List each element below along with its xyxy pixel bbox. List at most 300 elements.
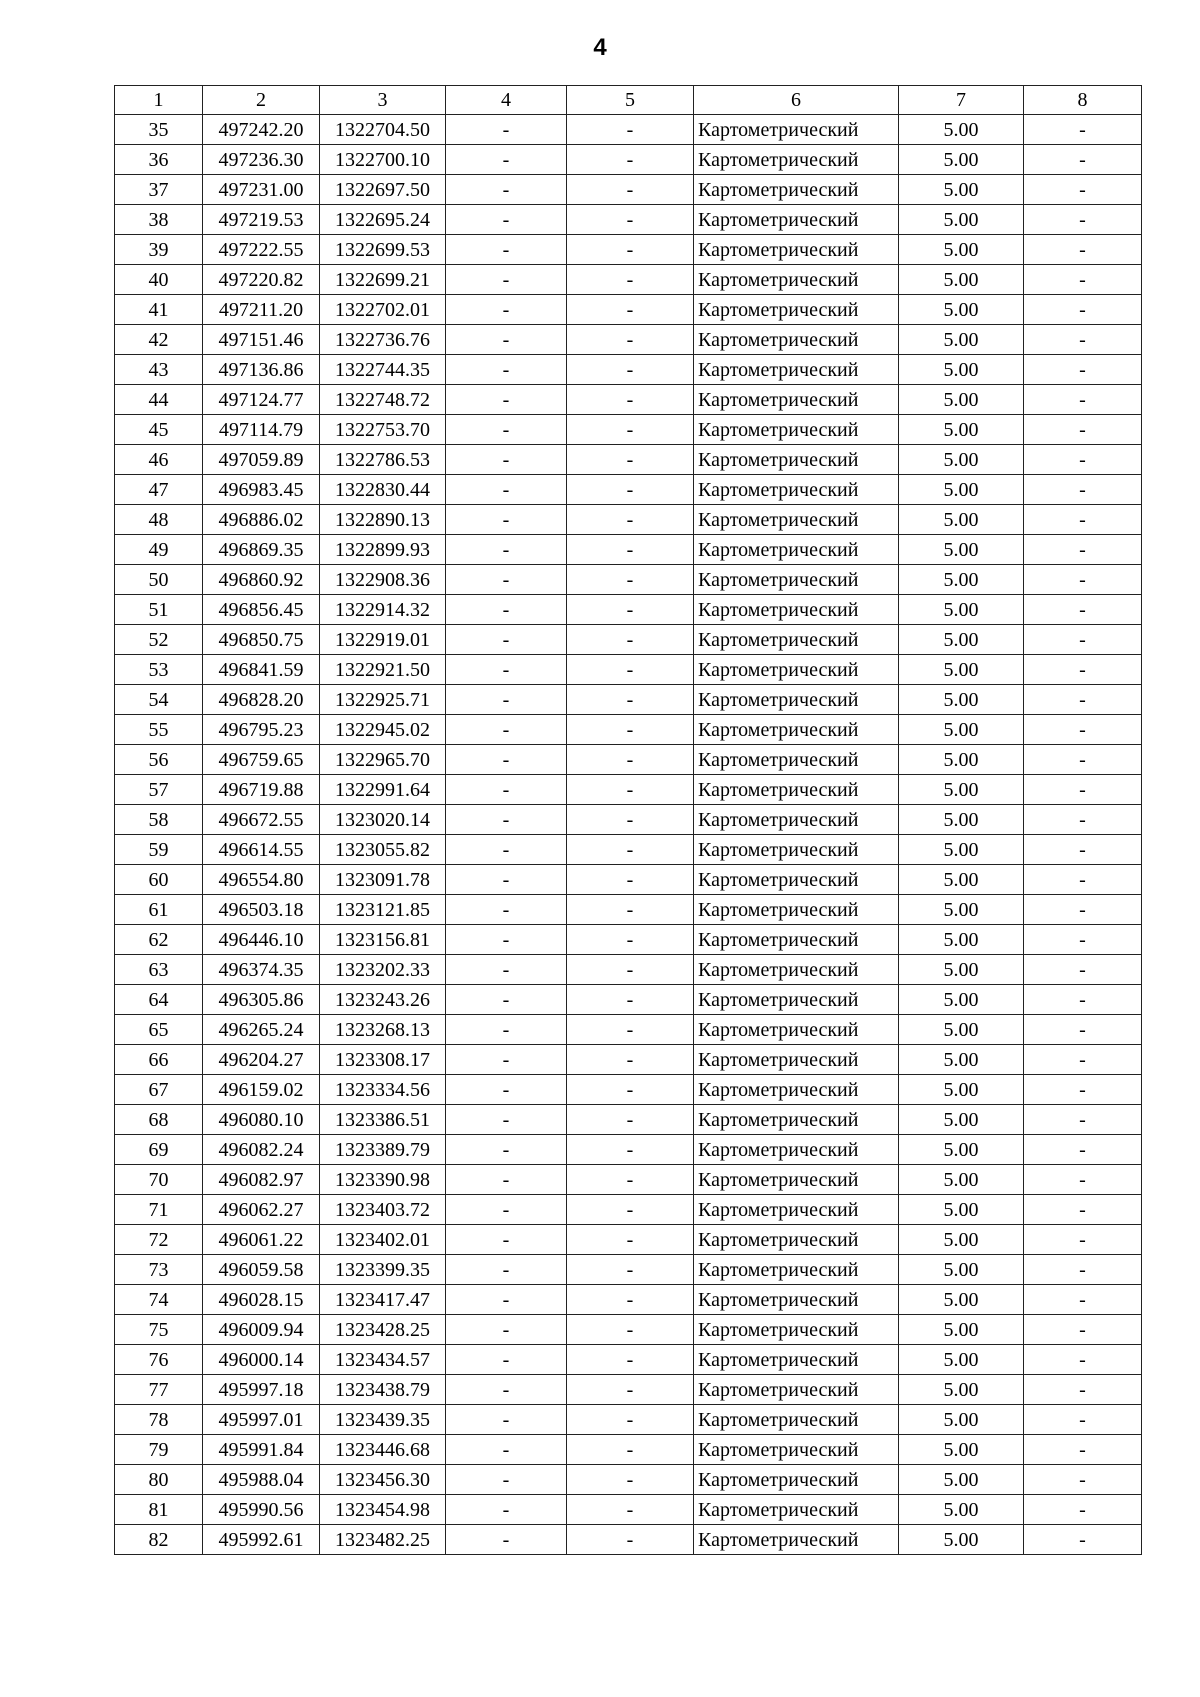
table-body — [115, 115, 1142, 1555]
col4-cell: - — [446, 505, 567, 535]
col8-cell: - — [1024, 655, 1142, 685]
point-number-cell: 42 — [115, 325, 203, 355]
method-cell: Картометрический — [694, 925, 899, 955]
col4-cell: - — [446, 1195, 567, 1225]
col5-cell: - — [567, 745, 694, 775]
method-cell: Картометрический — [694, 1285, 899, 1315]
col5-cell: - — [567, 1195, 694, 1225]
x-coordinate-cell: 495990.56 — [203, 1495, 320, 1525]
accuracy-cell: 5.00 — [899, 1255, 1024, 1285]
col4-cell: - — [446, 655, 567, 685]
col8-cell: - — [1024, 865, 1142, 895]
accuracy-cell: 5.00 — [899, 865, 1024, 895]
x-coordinate-cell: 495992.61 — [203, 1525, 320, 1555]
accuracy-cell: 5.00 — [899, 1405, 1024, 1435]
col8-cell: - — [1024, 1495, 1142, 1525]
col5-cell: - — [567, 415, 694, 445]
table-row — [115, 805, 1142, 835]
point-number-cell: 48 — [115, 505, 203, 535]
col4-cell: - — [446, 1375, 567, 1405]
x-coordinate-cell: 497236.30 — [203, 145, 320, 175]
col4-cell: - — [446, 1465, 567, 1495]
point-number-cell: 65 — [115, 1015, 203, 1045]
header-row — [115, 86, 1142, 115]
x-coordinate-cell: 496886.02 — [203, 505, 320, 535]
col5-cell: - — [567, 1345, 694, 1375]
table-row — [115, 175, 1142, 205]
table-row — [115, 415, 1142, 445]
method-cell: Картометрический — [694, 265, 899, 295]
table-row — [115, 1465, 1142, 1495]
col4-cell: - — [446, 1255, 567, 1285]
y-coordinate-cell: 1323428.25 — [320, 1315, 446, 1345]
col5-cell: - — [567, 835, 694, 865]
col4-cell: - — [446, 1315, 567, 1345]
y-coordinate-cell: 1323399.35 — [320, 1255, 446, 1285]
point-number-cell: 63 — [115, 955, 203, 985]
col4-cell: - — [446, 745, 567, 775]
x-coordinate-cell: 496614.55 — [203, 835, 320, 865]
y-coordinate-cell: 1323417.47 — [320, 1285, 446, 1315]
y-coordinate-cell: 1322919.01 — [320, 625, 446, 655]
col5-cell: - — [567, 715, 694, 745]
col8-cell: - — [1024, 1435, 1142, 1465]
method-cell: Картометрический — [694, 475, 899, 505]
method-cell: Картометрический — [694, 1375, 899, 1405]
col8-cell: - — [1024, 1345, 1142, 1375]
table-row — [115, 1225, 1142, 1255]
col4-cell: - — [446, 445, 567, 475]
table-row — [115, 265, 1142, 295]
col8-cell: - — [1024, 355, 1142, 385]
y-coordinate-cell: 1322736.76 — [320, 325, 446, 355]
accuracy-cell: 5.00 — [899, 415, 1024, 445]
x-coordinate-cell: 497220.82 — [203, 265, 320, 295]
accuracy-cell: 5.00 — [899, 715, 1024, 745]
y-coordinate-cell: 1323202.33 — [320, 955, 446, 985]
point-number-cell: 50 — [115, 565, 203, 595]
col8-cell: - — [1024, 1405, 1142, 1435]
col5-cell: - — [567, 1315, 694, 1345]
y-coordinate-cell: 1323403.72 — [320, 1195, 446, 1225]
point-number-cell: 60 — [115, 865, 203, 895]
y-coordinate-cell: 1322699.21 — [320, 265, 446, 295]
col8-cell: - — [1024, 1375, 1142, 1405]
x-coordinate-cell: 496860.92 — [203, 565, 320, 595]
table-row — [115, 355, 1142, 385]
method-cell: Картометрический — [694, 1495, 899, 1525]
col8-cell: - — [1024, 235, 1142, 265]
x-coordinate-cell: 496841.59 — [203, 655, 320, 685]
method-cell: Картометрический — [694, 235, 899, 265]
method-cell: Картометрический — [694, 595, 899, 625]
x-coordinate-cell: 496719.88 — [203, 775, 320, 805]
x-coordinate-cell: 497222.55 — [203, 235, 320, 265]
accuracy-cell: 5.00 — [899, 145, 1024, 175]
method-cell: Картометрический — [694, 295, 899, 325]
col5-cell: - — [567, 295, 694, 325]
method-cell: Картометрический — [694, 325, 899, 355]
y-coordinate-cell: 1323243.26 — [320, 985, 446, 1015]
col4-cell: - — [446, 1525, 567, 1555]
point-number-cell: 43 — [115, 355, 203, 385]
method-cell: Картометрический — [694, 1195, 899, 1225]
y-coordinate-cell: 1323456.30 — [320, 1465, 446, 1495]
y-coordinate-cell: 1322899.93 — [320, 535, 446, 565]
col5-cell: - — [567, 445, 694, 475]
y-coordinate-cell: 1323402.01 — [320, 1225, 446, 1255]
col5-cell: - — [567, 535, 694, 565]
point-number-cell: 39 — [115, 235, 203, 265]
col4-cell: - — [446, 1285, 567, 1315]
col5-cell: - — [567, 1225, 694, 1255]
method-cell: Картометрический — [694, 1405, 899, 1435]
x-coordinate-cell: 496374.35 — [203, 955, 320, 985]
method-cell: Картометрический — [694, 955, 899, 985]
table-row — [115, 145, 1142, 175]
column-header: 7 — [899, 86, 1024, 115]
table-row — [115, 1315, 1142, 1345]
table-row — [115, 595, 1142, 625]
y-coordinate-cell: 1323390.98 — [320, 1165, 446, 1195]
y-coordinate-cell: 1323446.68 — [320, 1435, 446, 1465]
col4-cell: - — [446, 895, 567, 925]
accuracy-cell: 5.00 — [899, 1375, 1024, 1405]
x-coordinate-cell: 497219.53 — [203, 205, 320, 235]
method-cell: Картометрический — [694, 1225, 899, 1255]
y-coordinate-cell: 1322908.36 — [320, 565, 446, 595]
table-row — [115, 475, 1142, 505]
table-row — [115, 775, 1142, 805]
y-coordinate-cell: 1322704.50 — [320, 115, 446, 145]
table-row — [115, 1375, 1142, 1405]
column-header: 6 — [694, 86, 899, 115]
accuracy-cell: 5.00 — [899, 565, 1024, 595]
y-coordinate-cell: 1322697.50 — [320, 175, 446, 205]
accuracy-cell: 5.00 — [899, 1525, 1024, 1555]
col8-cell: - — [1024, 685, 1142, 715]
table-row — [115, 655, 1142, 685]
col8-cell: - — [1024, 985, 1142, 1015]
method-cell: Картометрический — [694, 565, 899, 595]
col8-cell: - — [1024, 475, 1142, 505]
col5-cell: - — [567, 925, 694, 955]
col8-cell: - — [1024, 295, 1142, 325]
table-row — [115, 715, 1142, 745]
col5-cell: - — [567, 205, 694, 235]
table-row — [115, 985, 1142, 1015]
table-row — [115, 445, 1142, 475]
y-coordinate-cell: 1323482.25 — [320, 1525, 446, 1555]
col4-cell: - — [446, 295, 567, 325]
table-row — [115, 1105, 1142, 1135]
point-number-cell: 56 — [115, 745, 203, 775]
y-coordinate-cell: 1323121.85 — [320, 895, 446, 925]
y-coordinate-cell: 1323434.57 — [320, 1345, 446, 1375]
accuracy-cell: 5.00 — [899, 1045, 1024, 1075]
table-row — [115, 1405, 1142, 1435]
col5-cell: - — [567, 1465, 694, 1495]
point-number-cell: 75 — [115, 1315, 203, 1345]
col4-cell: - — [446, 175, 567, 205]
y-coordinate-cell: 1323055.82 — [320, 835, 446, 865]
point-number-cell: 62 — [115, 925, 203, 955]
accuracy-cell: 5.00 — [899, 115, 1024, 145]
table-row — [115, 1255, 1142, 1285]
x-coordinate-cell: 496554.80 — [203, 865, 320, 895]
method-cell: Картометрический — [694, 805, 899, 835]
y-coordinate-cell: 1323268.13 — [320, 1015, 446, 1045]
col5-cell: - — [567, 865, 694, 895]
method-cell: Картометрический — [694, 625, 899, 655]
point-number-cell: 73 — [115, 1255, 203, 1285]
col8-cell: - — [1024, 385, 1142, 415]
method-cell: Картометрический — [694, 385, 899, 415]
y-coordinate-cell: 1322925.71 — [320, 685, 446, 715]
table-row — [115, 1345, 1142, 1375]
col8-cell: - — [1024, 535, 1142, 565]
col5-cell: - — [567, 625, 694, 655]
col5-cell: - — [567, 355, 694, 385]
accuracy-cell: 5.00 — [899, 325, 1024, 355]
col8-cell: - — [1024, 1525, 1142, 1555]
col4-cell: - — [446, 805, 567, 835]
col8-cell: - — [1024, 1465, 1142, 1495]
col8-cell: - — [1024, 115, 1142, 145]
col4-cell: - — [446, 1495, 567, 1525]
y-coordinate-cell: 1322700.10 — [320, 145, 446, 175]
col8-cell: - — [1024, 265, 1142, 295]
method-cell: Картометрический — [694, 1465, 899, 1495]
x-coordinate-cell: 497151.46 — [203, 325, 320, 355]
col8-cell: - — [1024, 745, 1142, 775]
method-cell: Картометрический — [694, 985, 899, 1015]
point-number-cell: 59 — [115, 835, 203, 865]
y-coordinate-cell: 1322702.01 — [320, 295, 446, 325]
table-row — [115, 1285, 1142, 1315]
col5-cell: - — [567, 1165, 694, 1195]
col8-cell: - — [1024, 1255, 1142, 1285]
accuracy-cell: 5.00 — [899, 1495, 1024, 1525]
col5-cell: - — [567, 1525, 694, 1555]
x-coordinate-cell: 497136.86 — [203, 355, 320, 385]
x-coordinate-cell: 497124.77 — [203, 385, 320, 415]
column-header: 8 — [1024, 86, 1142, 115]
x-coordinate-cell: 496204.27 — [203, 1045, 320, 1075]
col8-cell: - — [1024, 1285, 1142, 1315]
y-coordinate-cell: 1323020.14 — [320, 805, 446, 835]
table-row — [115, 505, 1142, 535]
point-number-cell: 76 — [115, 1345, 203, 1375]
table-row — [115, 1015, 1142, 1045]
accuracy-cell: 5.00 — [899, 745, 1024, 775]
method-cell: Картометрический — [694, 655, 899, 685]
table-row — [115, 835, 1142, 865]
x-coordinate-cell: 495991.84 — [203, 1435, 320, 1465]
x-coordinate-cell: 496446.10 — [203, 925, 320, 955]
x-coordinate-cell: 495997.18 — [203, 1375, 320, 1405]
col4-cell: - — [446, 835, 567, 865]
point-number-cell: 40 — [115, 265, 203, 295]
accuracy-cell: 5.00 — [899, 175, 1024, 205]
accuracy-cell: 5.00 — [899, 625, 1024, 655]
col5-cell: - — [567, 1375, 694, 1405]
x-coordinate-cell: 496082.24 — [203, 1135, 320, 1165]
y-coordinate-cell: 1322744.35 — [320, 355, 446, 385]
x-coordinate-cell: 496159.02 — [203, 1075, 320, 1105]
point-number-cell: 49 — [115, 535, 203, 565]
point-number-cell: 64 — [115, 985, 203, 1015]
method-cell: Картометрический — [694, 865, 899, 895]
col8-cell: - — [1024, 1225, 1142, 1255]
col4-cell: - — [446, 535, 567, 565]
x-coordinate-cell: 496828.20 — [203, 685, 320, 715]
method-cell: Картометрический — [694, 505, 899, 535]
col5-cell: - — [567, 1105, 694, 1135]
col8-cell: - — [1024, 595, 1142, 625]
x-coordinate-cell: 496061.22 — [203, 1225, 320, 1255]
point-number-cell: 77 — [115, 1375, 203, 1405]
method-cell: Картометрический — [694, 775, 899, 805]
col8-cell: - — [1024, 715, 1142, 745]
point-number-cell: 55 — [115, 715, 203, 745]
col4-cell: - — [446, 625, 567, 655]
x-coordinate-cell: 496795.23 — [203, 715, 320, 745]
col4-cell: - — [446, 1225, 567, 1255]
col5-cell: - — [567, 475, 694, 505]
accuracy-cell: 5.00 — [899, 1345, 1024, 1375]
point-number-cell: 44 — [115, 385, 203, 415]
col4-cell: - — [446, 1165, 567, 1195]
col5-cell: - — [567, 1495, 694, 1525]
accuracy-cell: 5.00 — [899, 1285, 1024, 1315]
x-coordinate-cell: 496080.10 — [203, 1105, 320, 1135]
accuracy-cell: 5.00 — [899, 1165, 1024, 1195]
col4-cell: - — [446, 1135, 567, 1165]
col4-cell: - — [446, 1345, 567, 1375]
y-coordinate-cell: 1323156.81 — [320, 925, 446, 955]
table-row — [115, 205, 1142, 235]
accuracy-cell: 5.00 — [899, 1135, 1024, 1165]
point-number-cell: 45 — [115, 415, 203, 445]
column-header: 5 — [567, 86, 694, 115]
col8-cell: - — [1024, 1015, 1142, 1045]
column-header: 3 — [320, 86, 446, 115]
col4-cell: - — [446, 595, 567, 625]
method-cell: Картометрический — [694, 205, 899, 235]
table-row — [115, 1165, 1142, 1195]
col5-cell: - — [567, 1135, 694, 1165]
table-row — [115, 295, 1142, 325]
x-coordinate-cell: 496265.24 — [203, 1015, 320, 1045]
method-cell: Картометрический — [694, 685, 899, 715]
col5-cell: - — [567, 565, 694, 595]
method-cell: Картометрический — [694, 1135, 899, 1165]
col5-cell: - — [567, 775, 694, 805]
accuracy-cell: 5.00 — [899, 1075, 1024, 1105]
accuracy-cell: 5.00 — [899, 595, 1024, 625]
table-row — [115, 235, 1142, 265]
point-number-cell: 68 — [115, 1105, 203, 1135]
col5-cell: - — [567, 985, 694, 1015]
accuracy-cell: 5.00 — [899, 655, 1024, 685]
x-coordinate-cell: 496000.14 — [203, 1345, 320, 1375]
point-number-cell: 58 — [115, 805, 203, 835]
accuracy-cell: 5.00 — [899, 265, 1024, 295]
col8-cell: - — [1024, 895, 1142, 925]
col5-cell: - — [567, 145, 694, 175]
accuracy-cell: 5.00 — [899, 685, 1024, 715]
col5-cell: - — [567, 235, 694, 265]
y-coordinate-cell: 1322699.53 — [320, 235, 446, 265]
col8-cell: - — [1024, 925, 1142, 955]
method-cell: Картометрический — [694, 415, 899, 445]
point-number-cell: 46 — [115, 445, 203, 475]
accuracy-cell: 5.00 — [899, 385, 1024, 415]
point-number-cell: 69 — [115, 1135, 203, 1165]
x-coordinate-cell: 496672.55 — [203, 805, 320, 835]
accuracy-cell: 5.00 — [899, 925, 1024, 955]
method-cell: Картометрический — [694, 1315, 899, 1345]
col8-cell: - — [1024, 205, 1142, 235]
x-coordinate-cell: 497211.20 — [203, 295, 320, 325]
point-number-cell: 81 — [115, 1495, 203, 1525]
column-header: 1 — [115, 86, 203, 115]
accuracy-cell: 5.00 — [899, 1195, 1024, 1225]
accuracy-cell: 5.00 — [899, 535, 1024, 565]
y-coordinate-cell: 1322830.44 — [320, 475, 446, 505]
col4-cell: - — [446, 955, 567, 985]
table-row — [115, 535, 1142, 565]
accuracy-cell: 5.00 — [899, 1015, 1024, 1045]
point-number-cell: 66 — [115, 1045, 203, 1075]
col8-cell: - — [1024, 955, 1142, 985]
y-coordinate-cell: 1322890.13 — [320, 505, 446, 535]
table-row — [115, 385, 1142, 415]
y-coordinate-cell: 1322914.32 — [320, 595, 446, 625]
x-coordinate-cell: 496009.94 — [203, 1315, 320, 1345]
point-number-cell: 51 — [115, 595, 203, 625]
method-cell: Картометрический — [694, 1435, 899, 1465]
col8-cell: - — [1024, 625, 1142, 655]
method-cell: Картометрический — [694, 1525, 899, 1555]
point-number-cell: 57 — [115, 775, 203, 805]
col4-cell: - — [446, 775, 567, 805]
method-cell: Картометрический — [694, 1165, 899, 1195]
y-coordinate-cell: 1322921.50 — [320, 655, 446, 685]
y-coordinate-cell: 1323389.79 — [320, 1135, 446, 1165]
point-number-cell: 61 — [115, 895, 203, 925]
accuracy-cell: 5.00 — [899, 355, 1024, 385]
y-coordinate-cell: 1322748.72 — [320, 385, 446, 415]
method-cell: Картометрический — [694, 535, 899, 565]
point-number-cell: 71 — [115, 1195, 203, 1225]
col4-cell: - — [446, 1045, 567, 1075]
accuracy-cell: 5.00 — [899, 235, 1024, 265]
y-coordinate-cell: 1323438.79 — [320, 1375, 446, 1405]
col5-cell: - — [567, 595, 694, 625]
method-cell: Картометрический — [694, 1345, 899, 1375]
x-coordinate-cell: 496869.35 — [203, 535, 320, 565]
method-cell: Картометрический — [694, 895, 899, 925]
col4-cell: - — [446, 475, 567, 505]
col5-cell: - — [567, 1405, 694, 1435]
table-row — [115, 685, 1142, 715]
accuracy-cell: 5.00 — [899, 1465, 1024, 1495]
accuracy-cell: 5.00 — [899, 895, 1024, 925]
col8-cell: - — [1024, 505, 1142, 535]
y-coordinate-cell: 1322991.64 — [320, 775, 446, 805]
